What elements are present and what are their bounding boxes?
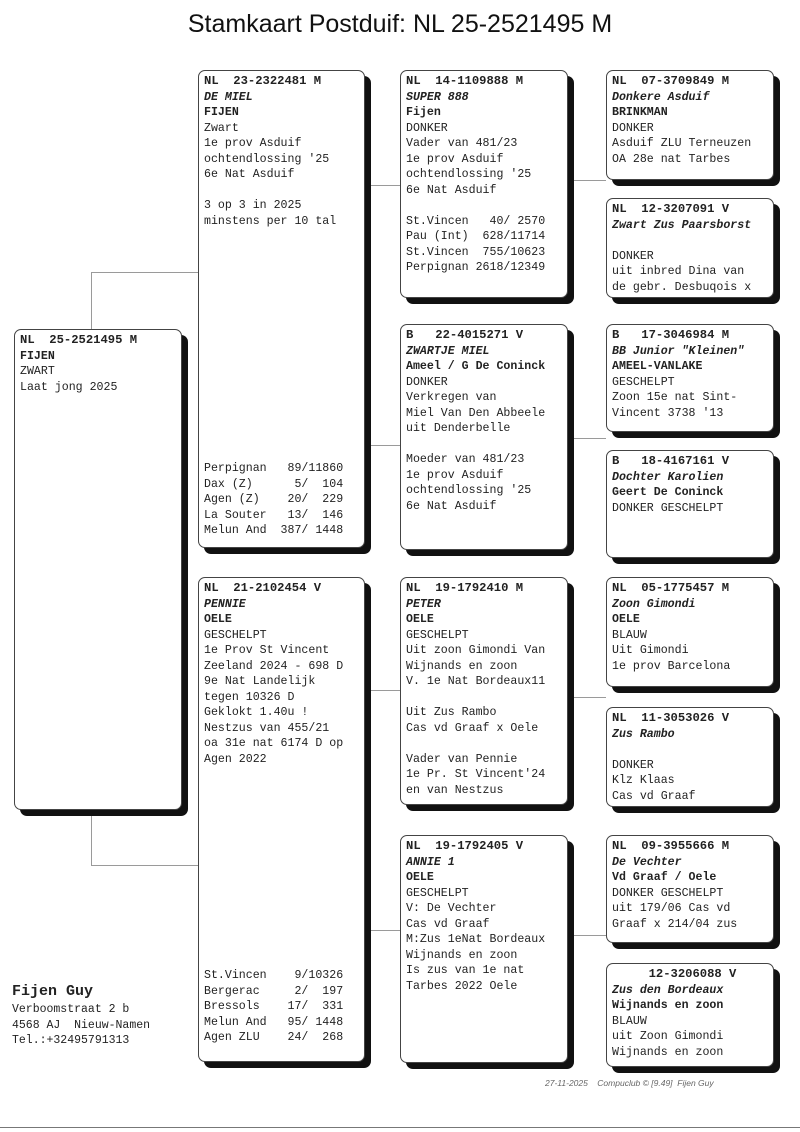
- ring-number: NL 23-2322481 M: [204, 74, 322, 88]
- breeder-name: [612, 233, 768, 249]
- card-line: Verkregen van: [406, 391, 497, 404]
- card-line: Vader van 481/23: [406, 137, 518, 150]
- sss-card[interactable]: [606, 70, 774, 180]
- card-line: Cas vd Graaf: [406, 917, 490, 931]
- breeder-name: Fijen: [406, 106, 441, 119]
- pigeon-name: ZWARTJE MIEL: [406, 344, 490, 358]
- connector-subject-sire: [91, 272, 199, 331]
- card-line: DONKER: [406, 375, 448, 389]
- card-line: Asduif ZLU Terneuzen: [612, 137, 752, 150]
- card-line: 6e Nat Asduif: [406, 183, 497, 197]
- ring-number: NL 07-3709849 M: [612, 74, 730, 88]
- result-line: Bressols 17/ 331: [204, 1000, 344, 1013]
- card-line: Uit Gimondi: [612, 644, 689, 657]
- pigeon-name: BB Junior "Kleinen": [612, 344, 745, 358]
- card-line: DONKER GESCHELPT: [612, 501, 724, 515]
- pigeon-name: Zus Rambo: [612, 727, 675, 741]
- results-list: [204, 461, 359, 539]
- ssd-card[interactable]: [606, 198, 774, 298]
- card-line: [406, 690, 562, 706]
- card-line: de gebr. Desbuqois x: [612, 280, 752, 294]
- breeder-name: OELE: [406, 871, 434, 884]
- card-line: 1e prov Barcelona: [612, 659, 731, 673]
- connector-sd-parents: [568, 438, 606, 440]
- card-line: Zoon 15e nat Sint-: [612, 391, 738, 404]
- card-line: DONKER: [612, 121, 654, 135]
- subject-card[interactable]: [14, 329, 182, 810]
- card-line: Agen 2022: [204, 752, 267, 766]
- card-line: Perpignan 2618/12349: [406, 261, 546, 274]
- ring-number: NL 09-3955666 M: [612, 839, 730, 853]
- breeder-name: OELE: [612, 613, 640, 626]
- card-line: 6e Nat Asduif: [204, 168, 295, 181]
- card-line: 6e Nat Asduif: [406, 499, 497, 513]
- ring-number: 12-3206088 V: [612, 967, 737, 981]
- card-line: 9e Nat Landelijk: [204, 675, 316, 688]
- result-line: Melun And 95/ 1448: [204, 1015, 344, 1029]
- result-line: Agen ZLU 24/ 268: [204, 1031, 344, 1044]
- ring-number: B 17-3046984 M: [612, 328, 730, 342]
- breeder-name: FIJEN: [204, 106, 239, 119]
- card-line: 1e prov Asduif: [406, 468, 504, 482]
- result-line: Bergerac 2/ 197: [204, 984, 344, 998]
- card-line: OA 28e nat Tarbes: [612, 152, 731, 166]
- card-line: minstens per 10 tal: [204, 214, 337, 228]
- card-line: Vincent 3738 '13: [612, 406, 724, 420]
- ring-number: NL 12-3207091 V: [612, 202, 730, 216]
- card-line: Wijnands en zoon: [406, 948, 518, 962]
- connector-sire-ss: [365, 185, 400, 187]
- card-line: GESCHELPT: [204, 628, 267, 642]
- card-line: V: De Vechter: [406, 902, 497, 915]
- card-line: en van Nestzus: [406, 783, 504, 797]
- card-line: Cas vd Graaf x Oele: [406, 721, 539, 735]
- result-line: Perpignan 89/11860: [204, 462, 344, 475]
- pigeon-name: Zwart Zus Paarsborst: [612, 218, 752, 232]
- owner-city: 4568 AJ Nieuw-Namen: [12, 1018, 151, 1032]
- pigeon-name: Zus den Bordeaux: [612, 983, 724, 997]
- card-line: Nestzus van 455/21: [204, 721, 330, 735]
- results-list: [204, 968, 359, 1046]
- ring-number: B 18-4167161 V: [612, 454, 730, 468]
- card-line: FIJEN: [20, 349, 55, 363]
- sire-card[interactable]: [198, 70, 365, 548]
- card-line: BLAUW: [612, 628, 647, 642]
- pigeon-name: Zoon Gimondi: [612, 597, 696, 611]
- pigeon-name: Donkere Asduif: [612, 90, 710, 104]
- connector-dam-dd: [365, 930, 400, 932]
- footer-text: 27-11-2025 Compuclub © [9.49] Fijen Guy: [545, 1078, 714, 1088]
- card-line: V. 1e Nat Bordeaux11: [406, 675, 546, 688]
- card-line: oa 31e nat 6174 D op: [204, 737, 344, 750]
- card-line: [406, 736, 562, 752]
- ring-number: NL 11-3053026 V: [612, 711, 730, 725]
- card-line: uit inbred Dina van: [612, 265, 745, 278]
- card-line: 1e Prov St Vincent: [204, 644, 330, 657]
- connector-sire-sd: [365, 445, 400, 447]
- card-line: [204, 183, 359, 199]
- breeder-name: Geert De Coninck: [612, 486, 724, 499]
- dam-sire-card[interactable]: [400, 577, 568, 805]
- card-line: tegen 10326 D: [204, 690, 295, 704]
- card-line: uit 179/06 Cas vd: [612, 902, 731, 915]
- owner-phone: Tel.:+32495791313: [12, 1034, 130, 1047]
- breeder-name: BRINKMAN: [612, 106, 668, 119]
- owner-street: Verboomstraat 2 b: [12, 1003, 130, 1016]
- card-line: 1e prov Asduif: [406, 152, 504, 166]
- card-line: uit Denderbelle: [406, 422, 511, 435]
- ring-number: B 22-4015271 V: [406, 328, 524, 342]
- card-line: Pau (Int) 628/11714: [406, 230, 546, 243]
- card-line: Wijnands en zoon: [612, 1045, 724, 1059]
- ring-number: NL 05-1775457 M: [612, 581, 730, 595]
- result-line: Agen (Z) 20/ 229: [204, 493, 344, 506]
- sds-card[interactable]: [606, 324, 774, 432]
- card-line: DONKER: [612, 249, 654, 263]
- card-line: Tarbes 2022 Oele: [406, 979, 518, 993]
- pigeon-name: De Vechter: [612, 855, 682, 869]
- card-line: St.Vincen 40/ 2570: [406, 214, 546, 228]
- card-line: Wijnands en zoon: [406, 659, 518, 673]
- owner-info: [12, 982, 150, 1049]
- card-line: DONKER: [406, 121, 448, 135]
- pigeon-name: DE MIEL: [204, 90, 253, 104]
- card-line: 1e Pr. St Vincent'24: [406, 768, 546, 781]
- card-line: Geklokt 1.40u !: [204, 706, 309, 719]
- owner-name: Fijen Guy: [12, 983, 94, 1000]
- result-line: La Souter 13/ 146: [204, 508, 344, 522]
- connector-dd-parents: [568, 935, 606, 937]
- card-line: Cas vd Graaf: [612, 789, 696, 803]
- pigeon-name: PENNIE: [204, 597, 246, 611]
- breeder-name: Ameel / G De Coninck: [406, 360, 546, 373]
- sire-sire-card[interactable]: [400, 70, 568, 298]
- ring-number: NL 25-2521495 M: [20, 333, 138, 347]
- card-line: Uit zoon Gimondi Van: [406, 644, 546, 657]
- card-line: BLAUW: [612, 1014, 647, 1028]
- ring-number: NL 19-1792405 V: [406, 839, 524, 853]
- dsd-card[interactable]: [606, 707, 774, 807]
- card-line: Vader van Pennie: [406, 752, 518, 766]
- pigeon-name: SUPER 888: [406, 90, 469, 104]
- card-line: M:Zus 1eNat Bordeaux: [406, 933, 546, 946]
- result-line: St.Vincen 9/10326: [204, 969, 344, 982]
- pigeon-name: ANNIE 1: [406, 855, 455, 869]
- card-line: 3 op 3 in 2025: [204, 199, 302, 212]
- ring-number: NL 14-1109888 M: [406, 74, 524, 88]
- card-line: 1e prov Asduif: [204, 137, 302, 150]
- dds-card[interactable]: [606, 835, 774, 943]
- sdd-card[interactable]: [606, 450, 774, 558]
- breeder-name: OELE: [406, 613, 434, 626]
- breeder-name: AMEEL-VANLAKE: [612, 360, 703, 373]
- page-title: Stamkaart Postduif: NL 25-2521495 M: [187, 10, 613, 38]
- card-line: [406, 437, 562, 453]
- ring-number: NL 19-1792410 M: [406, 581, 524, 595]
- result-line: Dax (Z) 5/ 104: [204, 477, 344, 491]
- result-line: Melun And 387/ 1448: [204, 524, 344, 537]
- dss-card[interactable]: [606, 577, 774, 687]
- card-line: Is zus van 1e nat: [406, 964, 525, 977]
- card-line: Graaf x 214/04 zus: [612, 917, 738, 931]
- dam-dam-card[interactable]: [400, 835, 568, 1063]
- card-line: Zwart: [204, 121, 239, 135]
- card-line: St.Vincen 755/10623: [406, 245, 546, 259]
- connector-subject-dam: [91, 810, 199, 866]
- breeder-name: [612, 742, 768, 758]
- card-line: ZWART: [20, 365, 55, 378]
- breeder-name: Vd Graaf / Oele: [612, 871, 717, 884]
- pigeon-name: PETER: [406, 597, 441, 611]
- card-line: DONKER GESCHELPT: [612, 886, 724, 900]
- card-line: Miel Van Den Abbeele: [406, 406, 546, 420]
- card-line: ochtendlossing '25: [406, 484, 532, 497]
- card-line: ochtendlossing '25: [204, 152, 330, 166]
- ddd-card[interactable]: [606, 963, 774, 1067]
- pigeon-name: Dochter Karolien: [612, 470, 724, 484]
- breeder-name: OELE: [204, 613, 232, 626]
- card-line: DONKER: [612, 758, 654, 772]
- dam-card[interactable]: [198, 577, 365, 1062]
- card-line: uit Zoon Gimondi: [612, 1030, 724, 1043]
- ring-number: NL 21-2102454 V: [204, 581, 322, 595]
- card-line: Zeeland 2024 - 698 D: [204, 659, 344, 673]
- card-line: ochtendlossing '25: [406, 168, 532, 181]
- connector-dam-ds: [365, 690, 400, 692]
- card-line: GESCHELPT: [406, 628, 469, 642]
- card-line: GESCHELPT: [612, 375, 675, 389]
- connector-ds-parents: [568, 697, 606, 699]
- sire-dam-card[interactable]: [400, 324, 568, 550]
- card-line: GESCHELPT: [406, 886, 469, 900]
- card-line: Laat jong 2025: [20, 380, 118, 394]
- card-line: [406, 198, 562, 214]
- card-line: Uit Zus Rambo: [406, 706, 497, 719]
- card-line: Klz Klaas: [612, 774, 675, 787]
- bottom-rule: [0, 1127, 800, 1128]
- breeder-name: Wijnands en zoon: [612, 999, 724, 1012]
- card-line: Moeder van 481/23: [406, 453, 525, 466]
- connector-ss-parents: [568, 180, 606, 182]
